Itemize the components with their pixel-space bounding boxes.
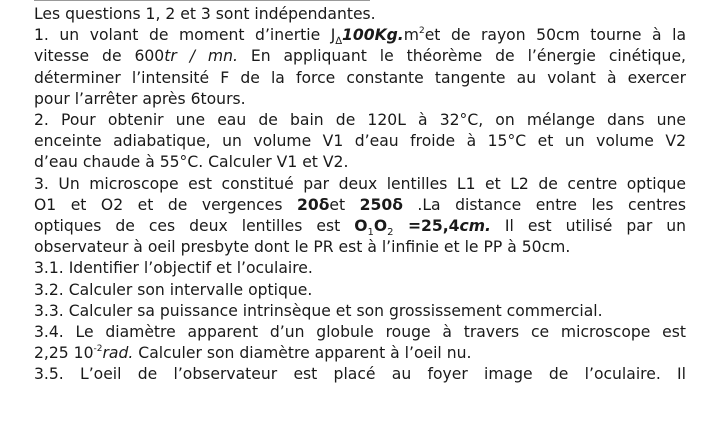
q3-sub-5: 3.5. L’oeil de l’observateur est placé au foyer image de l’oculaire. Il <box>34 365 686 384</box>
header-line: Les questions 1, 2 et 3 sont indépendantes. <box>34 5 376 23</box>
q3-sub-2: 3.2. Calculer son intervalle optique. <box>34 280 313 299</box>
q3-sub-4-line-2: 2,25 $10^{-2}rad$. Calculer son diamètre apparent à l’oeil nu. <box>34 344 472 363</box>
q1-line-1: 1. un volant de moment d’inertie $J_\Delta 100Kg.m^2et$ de rayon 50cm tourne à la <box>34 26 686 47</box>
q1-line-2: vitesse de 600tr / mn. En appliquant le théorème de l’énergie cinétique, <box>34 47 686 66</box>
q1-line-3: déterminer l’intensité F de la force constante tangente au volant à exercer <box>34 68 686 87</box>
q1-line-4: pour l’arrêter après 6tours. <box>34 89 246 108</box>
q3-sub-1: 3.1. Identifier l’objectif et l’oculaire. <box>34 259 313 278</box>
q3-sub-3: 3.3. Calculer sa puissance intrinsèque et son grossissement commercial. <box>34 301 603 320</box>
q2-line-1: 2. Pour obtenir une eau de bain de 120L à 32°C, on mélange dans une <box>34 111 686 130</box>
q2-line-2: enceinte adiabatique, un volume V1 d’eau froide à 15°C et un volume V2 <box>34 132 686 151</box>
q3-sub-4-line-1: 3.4. Le diamètre apparent d’un globule rouge à travers ce microscope est <box>34 323 686 342</box>
q2-line-3: d’eau chaude à 55°C. Calculer V1 et V2. <box>34 153 349 172</box>
q3-line-3: optiques de ces deux lentilles est $O_1O_2 =25,4cm$. Il est utilisé par un <box>34 217 686 238</box>
q3-line-2: O1 et O2 et de vergences 20δet 250δ .La distance entre les centres <box>34 195 686 214</box>
q3-line-4: observateur à oeil presbyte dont le PR est à l’infinie et le PP à 50cm. <box>34 238 571 257</box>
q3-line-1: 3. Un microscope est constitué par deux lentilles L1 et L2 de centre optique <box>34 174 686 193</box>
top-divider <box>34 0 370 1</box>
